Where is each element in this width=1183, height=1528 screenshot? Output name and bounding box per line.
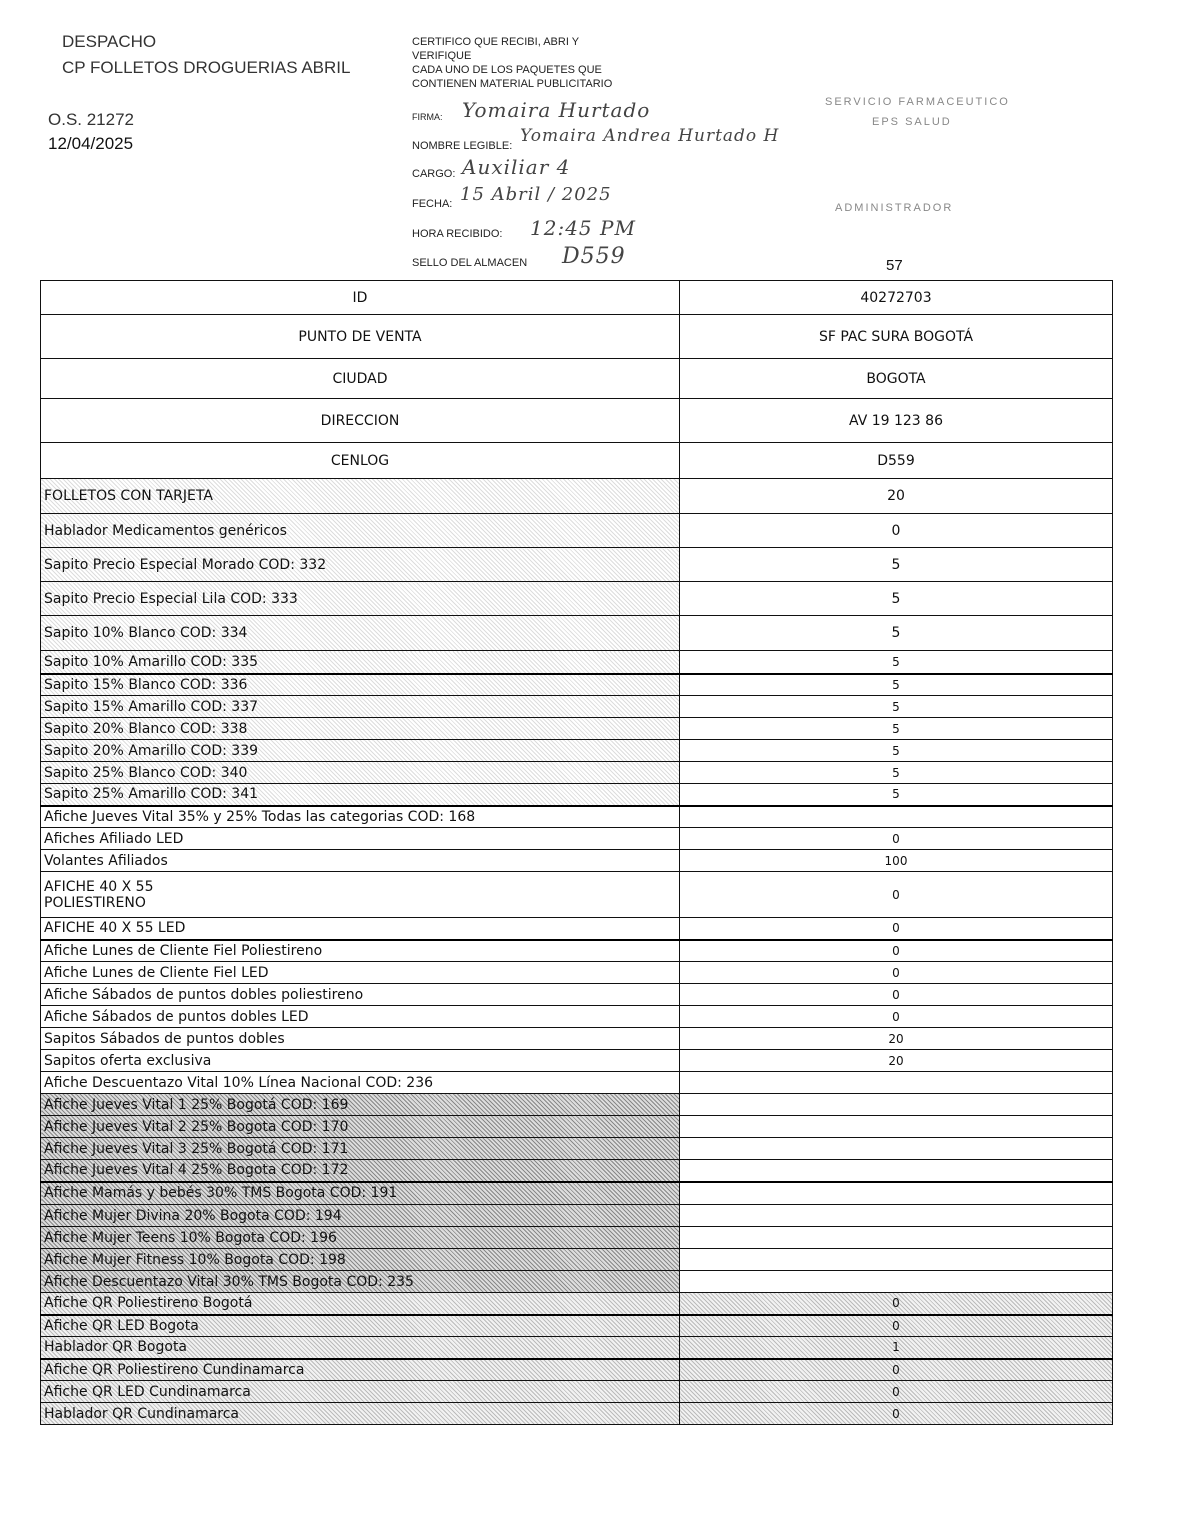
cargo-label: CARGO: (412, 168, 456, 180)
item-quantity: 0 (680, 828, 1113, 850)
dispatch-title: DESPACHO (62, 32, 157, 51)
item-quantity: 0 (680, 940, 1113, 962)
item-name: Sapito 25% Amarillo COD: 341 (44, 786, 259, 803)
item-name: FOLLETOS CON TARJETA (44, 488, 213, 504)
campaign-title: CP FOLLETOS DROGUERIAS ABRIL (62, 58, 351, 77)
item-name-cell (41, 872, 680, 918)
item-row (41, 1315, 1113, 1337)
item-name-cell (41, 1293, 680, 1315)
item-row (41, 1028, 1113, 1050)
item-quantity: 0 (680, 984, 1113, 1006)
item-quantity: 100 (680, 850, 1113, 872)
item-row (41, 784, 1113, 806)
item-row (41, 1072, 1113, 1094)
item-quantity (680, 1205, 1113, 1227)
item-quantity: 0 (680, 1293, 1113, 1315)
item-row (41, 616, 1113, 651)
firma-signature: Yomaira Hurtado (462, 98, 651, 122)
info-label: CIUDAD (41, 359, 680, 399)
item-quantity: 0 (680, 1359, 1113, 1381)
item-quantity (680, 1160, 1113, 1182)
item-quantity: 20 (680, 1050, 1113, 1072)
item-quantity: 5 (680, 674, 1113, 696)
info-value: AV 19 123 86 (680, 399, 1113, 443)
item-name: AFICHE 40 X 55 LED (44, 920, 186, 937)
item-name: Afiche QR LED Cundinamarca (44, 1383, 251, 1400)
item-row (41, 1271, 1113, 1293)
item-row (41, 850, 1113, 872)
item-name-cell (41, 1205, 680, 1227)
item-row (41, 514, 1113, 548)
page-number: 57 (886, 257, 903, 274)
item-name: Afiche Jueves Vital 2 25% Bogota COD: 170 (44, 1118, 349, 1135)
item-row (41, 762, 1113, 784)
item-name: Afiche QR LED Bogota (44, 1317, 199, 1334)
item-name: Afiche QR Poliestireno Bogotá (44, 1295, 253, 1312)
item-name: Afiche Descuentazo Vital 10% Línea Nacional COD: 236 (44, 1074, 434, 1091)
item-row (41, 479, 1113, 514)
item-row (41, 674, 1113, 696)
item-quantity: 5 (680, 784, 1113, 806)
item-quantity (680, 1182, 1113, 1205)
item-name-cell (41, 1072, 680, 1094)
item-name: Afiche Jueves Vital 4 25% Bogota COD: 172 (44, 1162, 349, 1179)
item-name: Sapito 25% Blanco COD: 340 (44, 764, 248, 781)
firma-label: FIRMA: (412, 112, 443, 122)
item-name-cell (41, 479, 680, 514)
item-name: Afiche Mujer Teens 10% Bogota COD: 196 (44, 1229, 337, 1246)
item-quantity (680, 806, 1113, 828)
cargo-value: Auxiliar 4 (462, 155, 571, 179)
item-row (41, 1403, 1113, 1425)
info-label: ID (41, 281, 680, 315)
item-name: Sapito Precio Especial Lila COD: 333 (44, 590, 298, 607)
item-name: Sapito 20% Amarillo COD: 339 (44, 742, 259, 759)
item-row (41, 740, 1113, 762)
item-quantity: 5 (680, 696, 1113, 718)
item-name: Afiche Mujer Divina 20% Bogota COD: 194 (44, 1207, 342, 1224)
item-name: Sapitos Sábados de puntos dobles (44, 1030, 285, 1047)
item-row (41, 582, 1113, 616)
item-name-cell (41, 1315, 680, 1337)
item-row (41, 806, 1113, 828)
certificate-text (412, 35, 612, 91)
item-row (41, 1337, 1113, 1359)
item-name-cell (41, 1094, 680, 1116)
item-quantity (680, 1072, 1113, 1094)
item-name: AFICHE 40 X 55 (44, 878, 154, 895)
item-row (41, 940, 1113, 962)
item-row (41, 1293, 1113, 1315)
item-name: Afiche Lunes de Cliente Fiel Poliestireno (44, 942, 323, 959)
item-quantity: 5 (680, 616, 1113, 651)
nombre-label: NOMBRE LEGIBLE: (412, 140, 513, 152)
item-name-cell (41, 940, 680, 962)
info-label: PUNTO DE VENTA (41, 315, 680, 359)
item-name: Afiches Afiliado LED (44, 830, 184, 847)
fecha-value: 15 Abril / 2025 (460, 184, 612, 205)
stamp-line-2: EPS SALUD (872, 116, 952, 128)
info-row (41, 359, 1113, 399)
info-label: DIRECCION (41, 399, 680, 443)
item-quantity: 0 (680, 918, 1113, 940)
order-number: O.S. 21272 (48, 110, 135, 129)
item-name: Hablador QR Bogota (44, 1339, 188, 1356)
info-row (41, 399, 1113, 443)
item-name: Sapito 10% Amarillo COD: 335 (44, 653, 259, 670)
item-name-cell (41, 984, 680, 1006)
material-table (40, 280, 1113, 1425)
item-name: Afiche Lunes de Cliente Fiel LED (44, 964, 269, 981)
item-name-cell (41, 740, 680, 762)
item-name: Afiche Mujer Fitness 10% Bogota COD: 198 (44, 1251, 346, 1268)
item-quantity: 0 (680, 1403, 1113, 1425)
sello-value: D559 (562, 244, 626, 269)
cert-line: CADA UNO DE LOS PAQUETES QUE (412, 64, 602, 76)
item-quantity: 0 (680, 1315, 1113, 1337)
item-name-cell (41, 1337, 680, 1359)
item-name-line2: POLIESTIRENO (44, 894, 146, 911)
item-quantity: 5 (680, 548, 1113, 582)
item-name-cell (41, 1160, 680, 1182)
item-name-cell (41, 1116, 680, 1138)
item-name: Afiche QR Poliestireno Cundinamarca (44, 1361, 305, 1378)
item-name-cell (41, 1381, 680, 1403)
item-name-cell (41, 1403, 680, 1425)
item-name-cell (41, 696, 680, 718)
item-name: Sapito Precio Especial Morado COD: 332 (44, 556, 327, 573)
item-quantity: 20 (680, 1028, 1113, 1050)
item-name: Volantes Afiliados (44, 852, 168, 869)
item-row (41, 1094, 1113, 1116)
item-quantity (680, 1227, 1113, 1249)
item-quantity (680, 1138, 1113, 1160)
item-quantity: 5 (680, 740, 1113, 762)
item-quantity: 20 (680, 479, 1113, 514)
item-row (41, 1182, 1113, 1205)
item-name: Hablador Medicamentos genéricos (44, 522, 287, 539)
info-value: 40272703 (680, 281, 1113, 315)
info-value: BOGOTA (680, 359, 1113, 399)
item-row (41, 1227, 1113, 1249)
info-row (41, 281, 1113, 315)
item-quantity: 5 (680, 718, 1113, 740)
item-name-cell (41, 718, 680, 740)
item-name-cell (41, 806, 680, 828)
item-row (41, 548, 1113, 582)
hora-value: 12:45 PM (530, 216, 636, 240)
nombre-value: Yomaira Andrea Hurtado H (520, 126, 780, 146)
item-row (41, 651, 1113, 674)
item-name-cell (41, 651, 680, 674)
item-name: Afiche Jueves Vital 35% y 25% Todas las categorias COD: 168 (44, 808, 476, 825)
item-quantity: 0 (680, 962, 1113, 984)
item-row (41, 1138, 1113, 1160)
item-name-cell (41, 1138, 680, 1160)
item-name-cell (41, 514, 680, 548)
item-name: Sapito 20% Blanco COD: 338 (44, 720, 248, 737)
item-row (41, 696, 1113, 718)
item-row (41, 962, 1113, 984)
item-row (41, 1249, 1113, 1271)
item-row (41, 1006, 1113, 1028)
fecha-label: FECHA: (412, 198, 453, 210)
item-name: Sapitos oferta exclusiva (44, 1052, 212, 1069)
info-value: SF PAC SURA BOGOTÁ (680, 315, 1113, 359)
item-row (41, 1050, 1113, 1072)
item-quantity: 0 (680, 872, 1113, 918)
info-label: CENLOG (41, 443, 680, 479)
item-quantity (680, 1094, 1113, 1116)
item-row (41, 1116, 1113, 1138)
info-row (41, 443, 1113, 479)
item-row (41, 1160, 1113, 1182)
item-name-cell (41, 1359, 680, 1381)
item-quantity (680, 1249, 1113, 1271)
item-name-cell (41, 784, 680, 806)
item-name-cell (41, 548, 680, 582)
stamp-line-3: ADMINISTRADOR (835, 202, 954, 214)
info-value: D559 (680, 443, 1113, 479)
item-name-cell (41, 1028, 680, 1050)
hora-label: HORA RECIBIDO: (412, 228, 503, 240)
item-name: Sapito 15% Amarillo COD: 337 (44, 698, 259, 715)
item-name-cell (41, 850, 680, 872)
item-quantity: 0 (680, 1006, 1113, 1028)
item-name: Afiche Jueves Vital 3 25% Bogotá COD: 171 (44, 1140, 349, 1157)
dispatch-date: 12/04/2025 (48, 134, 134, 153)
item-row (41, 918, 1113, 940)
item-name: Sapito 15% Blanco COD: 336 (44, 676, 248, 693)
item-name: Afiche Mamás y bebés 30% TMS Bogota COD: 191 (44, 1185, 398, 1202)
item-quantity: 0 (680, 1381, 1113, 1403)
item-name: Sapito 10% Blanco COD: 334 (44, 625, 248, 641)
item-name-cell (41, 962, 680, 984)
item-quantity: 5 (680, 582, 1113, 616)
item-row (41, 1205, 1113, 1227)
cert-line: CONTIENEN MATERIAL PUBLICITARIO (412, 78, 613, 90)
item-name: Afiche Descuentazo Vital 30% TMS Bogota COD: 235 (44, 1273, 414, 1290)
item-name-cell (41, 1249, 680, 1271)
item-row (41, 872, 1113, 918)
item-name-cell (41, 1271, 680, 1293)
item-name-cell (41, 762, 680, 784)
item-name-cell (41, 828, 680, 850)
item-name-cell (41, 1006, 680, 1028)
item-name: Afiche Sábados de puntos dobles LED (44, 1008, 309, 1025)
item-row (41, 828, 1113, 850)
item-name-cell (41, 674, 680, 696)
item-row (41, 1359, 1113, 1381)
sello-label: SELLO DEL ALMACEN (412, 257, 528, 269)
item-quantity: 5 (680, 762, 1113, 784)
item-row (41, 718, 1113, 740)
item-row (41, 1381, 1113, 1403)
stamp-line-1: SERVICIO FARMACEUTICO (825, 96, 1010, 108)
item-quantity (680, 1271, 1113, 1293)
item-name: Hablador QR Cundinamarca (44, 1405, 240, 1422)
item-name-cell (41, 616, 680, 651)
item-quantity: 5 (680, 651, 1113, 674)
cert-line: VERIFIQUE (412, 50, 472, 62)
info-row (41, 315, 1113, 359)
item-quantity (680, 1116, 1113, 1138)
item-quantity: 0 (680, 514, 1113, 548)
item-name-cell (41, 1050, 680, 1072)
item-quantity: 1 (680, 1337, 1113, 1359)
item-name-cell (41, 918, 680, 940)
item-name-cell (41, 1182, 680, 1205)
item-name-cell (41, 582, 680, 616)
cert-line: CERTIFICO QUE RECIBI, ABRI Y (412, 36, 580, 48)
item-name-cell (41, 1227, 680, 1249)
item-name: Afiche Jueves Vital 1 25% Bogotá COD: 169 (44, 1096, 349, 1113)
item-name: Afiche Sábados de puntos dobles poliestireno (44, 986, 364, 1003)
item-row (41, 984, 1113, 1006)
